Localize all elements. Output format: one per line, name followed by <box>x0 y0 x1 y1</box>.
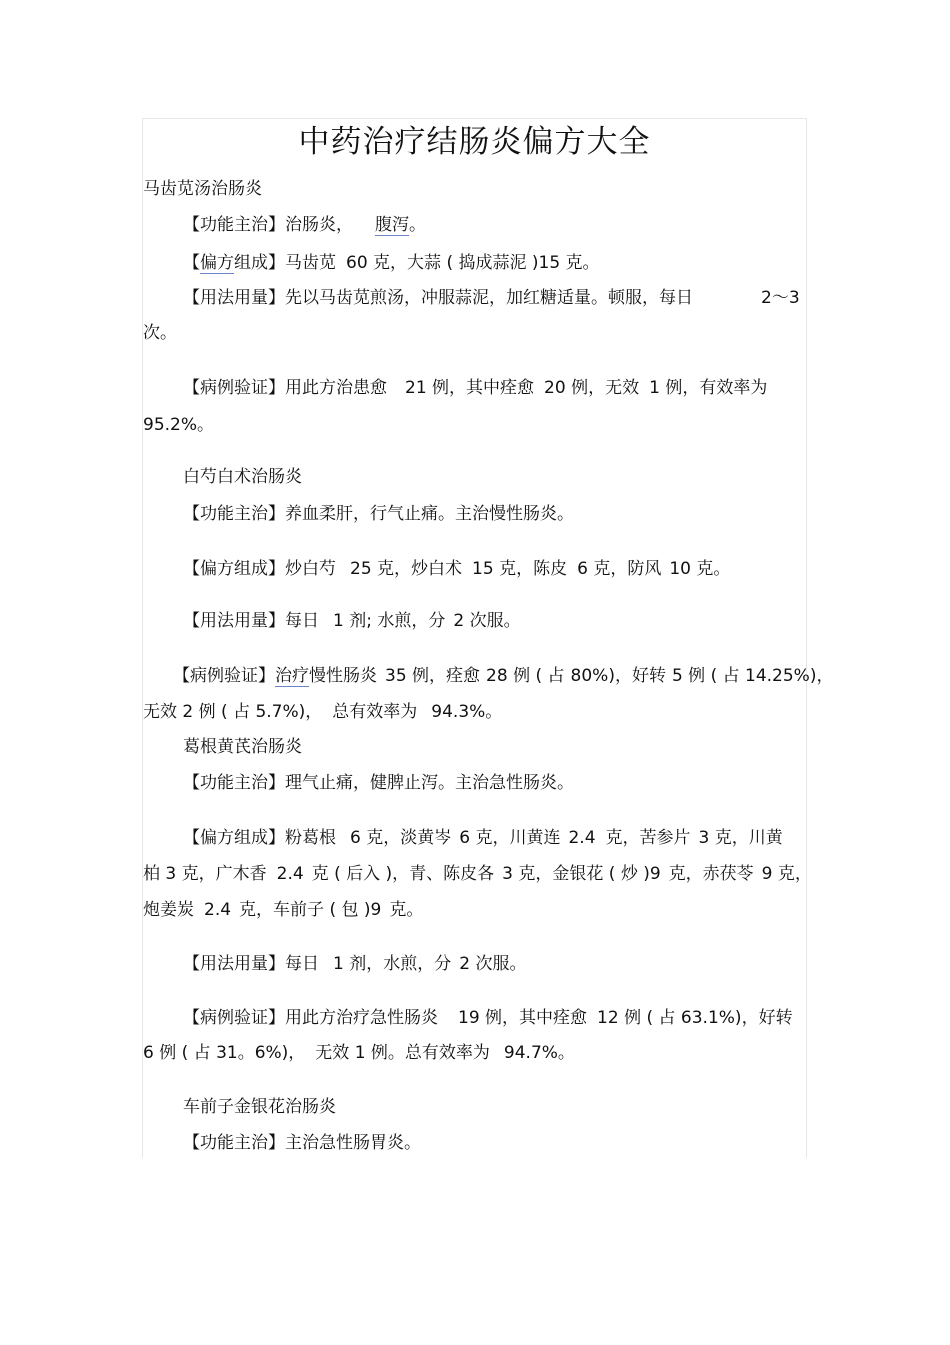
s2-case-cont: 无效 2 例 ( 占 5.7%)， 总有效率为 94.3%。 <box>143 702 503 722</box>
document-title: 中药治疗结肠炎偏方大全 <box>298 124 651 160</box>
s3-case-line: 【病例验证】用此方治疗急性肠炎 19 例，其中痊愈 12 例 ( 占 63.1%)，好转 <box>183 1008 793 1028</box>
s2-function-line: 【功能主治】养血柔肝，行气止痛。主治慢性肠炎。 <box>183 504 574 524</box>
s3-composition-cont-2: 炮姜炭 2.4 克，车前子 ( 包 )9 克。 <box>143 900 424 920</box>
s3-composition-line: 【偏方组成】粉葛根 6 克，淡黄岑 6 克，川黄连 2.4 克，苦参片 3 克，川黄 <box>183 828 783 848</box>
s1-usage-cont: 次。 <box>143 323 177 343</box>
section-heading-1: 马齿苋汤治肠炎 <box>143 179 262 199</box>
s1-composition-line: 【偏方组成】马齿苋 60 克，大蒜 ( 捣成蒜泥 )15 克。 <box>183 253 600 273</box>
s1-func-label: 【功能主治】 <box>183 215 285 235</box>
s3-function-line: 【功能主治】理气止痛，健脾止泻。主治急性肠炎。 <box>183 773 574 793</box>
link-fuxie[interactable]: 腹泻 <box>375 215 409 235</box>
s1-function-line: 【功能主治】治肠炎， 腹泻。 <box>183 215 426 235</box>
s3-composition-cont-1: 柏 3 克，广木香 2.4 克 ( 后入 )，青、陈皮各 3 克，金银花 ( 炒 )9 克，赤茯苓 9 克， <box>143 864 812 884</box>
s1-case-cont: 95.2%。 <box>143 415 215 435</box>
s3-usage-line: 【用法用量】每日 1 剂，水煎，分 2 次服。 <box>183 954 527 974</box>
s1-usage-dose: 2～3 <box>761 288 800 308</box>
s3-case-cont: 6 例 ( 占 31。6%)， 无效 1 例。总有效率为 94.7%。 <box>143 1043 575 1063</box>
section-heading-4: 车前子金银花治肠炎 <box>183 1097 336 1117</box>
link-zhiliao[interactable]: 治疗 <box>275 666 309 686</box>
s1-case-line: 【病例验证】用此方治患愈 21 例，其中痊愈 20 例，无效 1 例，有效率为 <box>183 378 768 398</box>
s2-composition-line: 【偏方组成】炒白芍 25 克，炒白术 15 克，陈皮 6 克，防风 10 克。 <box>183 559 731 579</box>
s2-usage-line: 【用法用量】每日 1 剂; 水煎，分 2 次服。 <box>183 611 521 631</box>
section-heading-3: 葛根黄芪治肠炎 <box>183 737 302 757</box>
s4-function-line: 【功能主治】主治急性肠胃炎。 <box>183 1133 421 1153</box>
link-pianfang[interactable]: 偏方 <box>200 253 234 273</box>
section-heading-2: 白芍白术治肠炎 <box>183 467 302 487</box>
s2-case-line: 【病例验证】治疗慢性肠炎 35 例，痊愈 28 例 ( 占 80%)，好转 5 例 ( 占 14.25%)， <box>173 666 834 686</box>
s1-func-text: 治肠炎， <box>285 215 353 235</box>
s1-usage-line: 【用法用量】先以马齿苋煎汤，冲服蒜泥，加红糖适量。顿服，每日 <box>183 288 693 308</box>
